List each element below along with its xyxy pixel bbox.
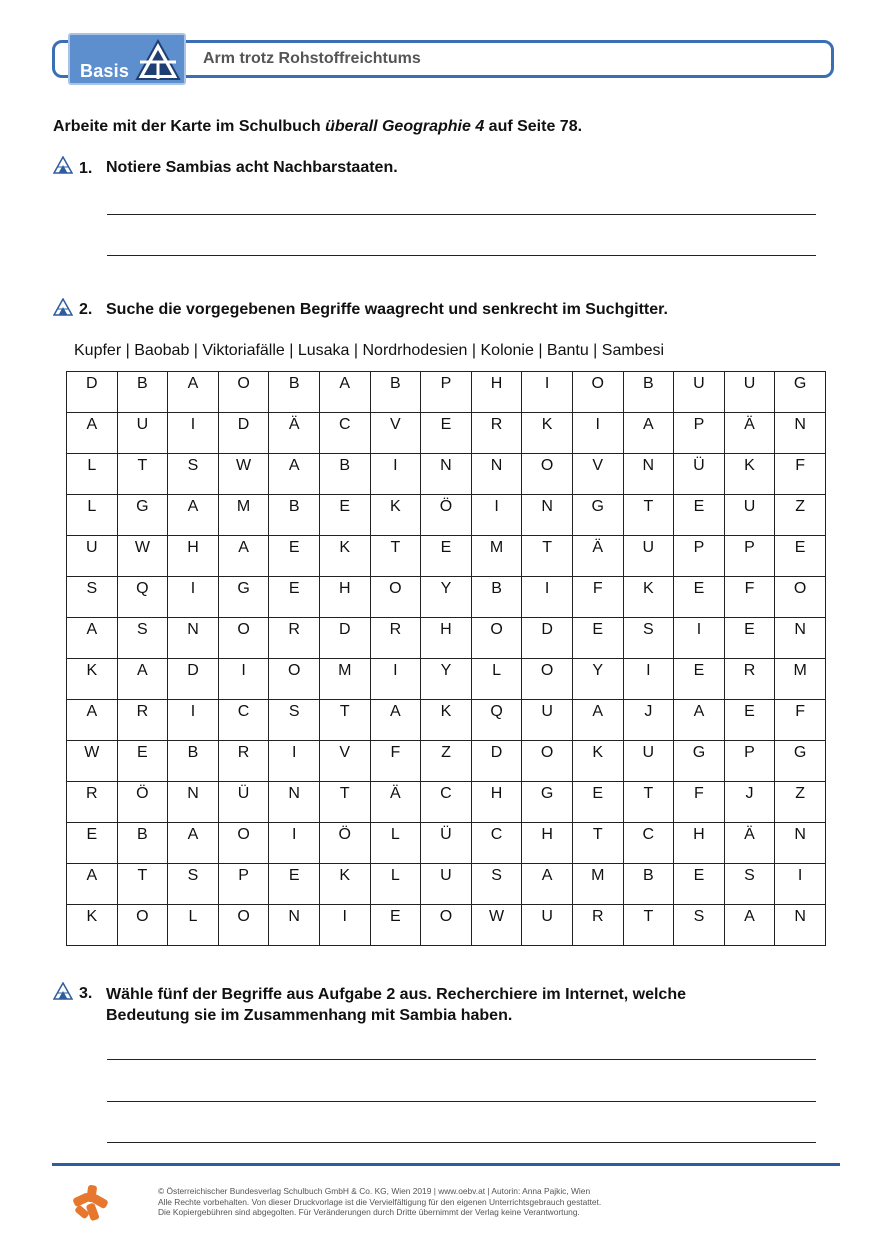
grid-row	[67, 618, 826, 659]
difficulty-level-icon	[53, 156, 73, 174]
grid-cell: L	[370, 864, 421, 905]
grid-cell: I	[522, 577, 573, 618]
grid-row	[67, 577, 826, 618]
grid-cell: P	[674, 413, 725, 454]
answer-line	[107, 1101, 816, 1102]
grid-cell: O	[421, 905, 472, 946]
grid-cell: L	[168, 905, 219, 946]
grid-cell: Ö	[421, 495, 472, 536]
grid-cell: I	[269, 741, 320, 782]
grid-cell: T	[522, 536, 573, 577]
grid-cell: I	[674, 618, 725, 659]
grid-cell: E	[421, 413, 472, 454]
grid-cell: A	[67, 864, 118, 905]
grid-cell: A	[724, 905, 775, 946]
grid-cell: B	[269, 495, 320, 536]
grid-cell: F	[724, 577, 775, 618]
grid-cell: L	[67, 495, 118, 536]
grid-cell: I	[218, 659, 269, 700]
grid-cell: F	[775, 700, 826, 741]
task-3-text	[106, 984, 686, 1026]
grid-cell: F	[674, 782, 725, 823]
grid-cell: R	[218, 741, 269, 782]
grid-cell: G	[218, 577, 269, 618]
grid-cell: M	[471, 536, 522, 577]
grid-cell: E	[269, 577, 320, 618]
grid-cell: E	[269, 536, 320, 577]
grid-cell: J	[724, 782, 775, 823]
grid-row	[67, 823, 826, 864]
grid-cell: W	[218, 454, 269, 495]
grid-cell: C	[319, 413, 370, 454]
grid-cell: A	[67, 700, 118, 741]
grid-row	[67, 905, 826, 946]
intro-text	[53, 118, 582, 136]
grid-cell: L	[471, 659, 522, 700]
grid-cell: P	[674, 536, 725, 577]
grid-cell: E	[319, 495, 370, 536]
grid-cell: E	[775, 536, 826, 577]
grid-cell: S	[471, 864, 522, 905]
grid-cell: N	[168, 618, 219, 659]
grid-cell: R	[117, 700, 168, 741]
grid-cell: H	[421, 618, 472, 659]
grid-cell: T	[370, 536, 421, 577]
grid-cell: G	[775, 741, 826, 782]
grid-cell: R	[724, 659, 775, 700]
grid-cell: S	[724, 864, 775, 905]
grid-row	[67, 659, 826, 700]
grid-cell: R	[572, 905, 623, 946]
grid-cell: P	[724, 536, 775, 577]
grid-cell: N	[269, 782, 320, 823]
task-2-text: Suche die vorgegebenen Begriffe waagrecht und senkrecht im Suchgitter.	[106, 301, 668, 318]
grid-cell: V	[370, 413, 421, 454]
grid-cell: J	[623, 700, 674, 741]
grid-cell: A	[572, 700, 623, 741]
grid-cell: A	[269, 454, 320, 495]
grid-cell: S	[168, 454, 219, 495]
task-3-number: 3.	[79, 985, 93, 1002]
grid-cell: N	[471, 454, 522, 495]
grid-cell: E	[421, 536, 472, 577]
grid-cell: Y	[421, 659, 472, 700]
task-1-number: 1.	[79, 160, 93, 177]
grid-cell: A	[319, 372, 370, 413]
grid-cell: S	[674, 905, 725, 946]
term-list: Kupfer | Baobab | Viktoriafälle | Lusaka | Nordrhodesien | Kolonie | Bantu | Sambesi	[74, 342, 665, 359]
grid-cell: O	[370, 577, 421, 618]
grid-cell: K	[370, 495, 421, 536]
grid-cell: O	[522, 741, 573, 782]
grid-cell: C	[623, 823, 674, 864]
grid-cell: R	[370, 618, 421, 659]
grid-cell: H	[471, 372, 522, 413]
grid-cell: F	[775, 454, 826, 495]
logo-text: Basis	[80, 61, 130, 81]
grid-cell: A	[168, 372, 219, 413]
grid-cell: I	[572, 413, 623, 454]
grid-cell: E	[269, 864, 320, 905]
grid-cell: U	[117, 413, 168, 454]
grid-cell: G	[572, 495, 623, 536]
grid-cell: A	[117, 659, 168, 700]
grid-cell: B	[623, 372, 674, 413]
grid-cell: S	[168, 864, 219, 905]
grid-cell: D	[218, 413, 269, 454]
grid-cell: B	[117, 372, 168, 413]
intro-book-title: überall Geographie 4	[325, 118, 485, 135]
grid-cell: E	[572, 618, 623, 659]
grid-cell: G	[522, 782, 573, 823]
grid-cell: M	[218, 495, 269, 536]
grid-cell: Z	[775, 495, 826, 536]
grid-cell: M	[775, 659, 826, 700]
grid-cell: U	[724, 495, 775, 536]
grid-cell: Ö	[117, 782, 168, 823]
grid-cell: I	[522, 372, 573, 413]
grid-cell: A	[168, 823, 219, 864]
grid-cell: E	[674, 864, 725, 905]
grid-cell: I	[370, 659, 421, 700]
grid-cell: H	[319, 577, 370, 618]
grid-cell: I	[623, 659, 674, 700]
grid-cell: N	[775, 823, 826, 864]
grid-cell: Y	[421, 577, 472, 618]
grid-cell: P	[724, 741, 775, 782]
page-title: Arm trotz Rohstoffreichtums	[203, 50, 421, 67]
grid-cell: Ä	[269, 413, 320, 454]
grid-cell: M	[572, 864, 623, 905]
grid-cell: U	[674, 372, 725, 413]
grid-cell: T	[623, 495, 674, 536]
grid-cell: T	[117, 864, 168, 905]
grid-cell: B	[623, 864, 674, 905]
grid-cell: Z	[775, 782, 826, 823]
task-3-line-1: Wähle fünf der Begriffe aus Aufgabe 2 aus. Recherchiere im Internet, welche	[106, 986, 686, 1003]
grid-cell: U	[67, 536, 118, 577]
grid-cell: C	[218, 700, 269, 741]
grid-cell: E	[674, 659, 725, 700]
intro-suffix: auf Seite 78.	[484, 118, 583, 135]
grid-cell: T	[572, 823, 623, 864]
grid-cell: O	[522, 454, 573, 495]
grid-cell: I	[775, 864, 826, 905]
difficulty-level-icon	[53, 298, 73, 316]
grid-cell: N	[775, 413, 826, 454]
grid-cell: L	[67, 454, 118, 495]
grid-cell: K	[724, 454, 775, 495]
grid-cell: P	[218, 864, 269, 905]
grid-cell: A	[168, 495, 219, 536]
grid-cell: C	[471, 823, 522, 864]
grid-cell: D	[67, 372, 118, 413]
grid-cell: B	[168, 741, 219, 782]
grid-cell: U	[421, 864, 472, 905]
grid-cell: S	[623, 618, 674, 659]
grid-cell: E	[724, 618, 775, 659]
grid-cell: D	[168, 659, 219, 700]
grid-cell: I	[269, 823, 320, 864]
grid-cell: A	[218, 536, 269, 577]
grid-cell: S	[117, 618, 168, 659]
answer-line	[107, 1059, 816, 1060]
grid-row	[67, 864, 826, 905]
grid-cell: A	[67, 413, 118, 454]
grid-cell: G	[117, 495, 168, 536]
grid-cell: E	[674, 577, 725, 618]
grid-cell: A	[522, 864, 573, 905]
grid-cell: T	[319, 700, 370, 741]
intro-prefix: Arbeite mit der Karte im Schulbuch	[53, 118, 326, 135]
grid-row	[67, 536, 826, 577]
grid-cell: I	[168, 700, 219, 741]
grid-cell: K	[522, 413, 573, 454]
grid-cell: K	[319, 536, 370, 577]
grid-cell: R	[471, 413, 522, 454]
grid-row	[67, 372, 826, 413]
grid-cell: G	[674, 741, 725, 782]
grid-cell: M	[319, 659, 370, 700]
grid-cell: K	[67, 659, 118, 700]
grid-cell: Q	[117, 577, 168, 618]
grid-cell: S	[67, 577, 118, 618]
grid-cell: O	[218, 823, 269, 864]
grid-cell: Ö	[319, 823, 370, 864]
grid-cell: K	[319, 864, 370, 905]
grid-cell: D	[319, 618, 370, 659]
grid-cell: B	[269, 372, 320, 413]
grid-cell: Ä	[572, 536, 623, 577]
answer-line	[107, 214, 816, 215]
grid-cell: R	[269, 618, 320, 659]
grid-cell: O	[269, 659, 320, 700]
grid-cell: O	[218, 372, 269, 413]
grid-cell: O	[471, 618, 522, 659]
difficulty-level-icon	[53, 982, 73, 1000]
grid-cell: Ä	[724, 413, 775, 454]
grid-cell: E	[674, 495, 725, 536]
grid-cell: U	[724, 372, 775, 413]
grid-cell: E	[370, 905, 421, 946]
grid-cell: W	[471, 905, 522, 946]
grid-cell: H	[674, 823, 725, 864]
grid-cell: Ä	[370, 782, 421, 823]
grid-cell: A	[370, 700, 421, 741]
grid-row	[67, 782, 826, 823]
grid-cell: N	[522, 495, 573, 536]
grid-cell: C	[421, 782, 472, 823]
grid-cell: N	[775, 618, 826, 659]
grid-cell: F	[370, 741, 421, 782]
answer-line	[107, 255, 816, 256]
grid-row	[67, 700, 826, 741]
grid-cell: A	[67, 618, 118, 659]
answer-line	[107, 1142, 816, 1143]
grid-cell: B	[117, 823, 168, 864]
grid-cell: Ü	[421, 823, 472, 864]
grid-cell: D	[522, 618, 573, 659]
grid-cell: F	[572, 577, 623, 618]
task-3-line-2: Bedeutung sie im Zusammenhang mit Sambia haben.	[106, 1007, 513, 1024]
grid-cell: G	[775, 372, 826, 413]
grid-cell: E	[67, 823, 118, 864]
grid-cell: V	[319, 741, 370, 782]
grid-cell: O	[775, 577, 826, 618]
grid-cell: S	[269, 700, 320, 741]
grid-row	[67, 413, 826, 454]
grid-row	[67, 495, 826, 536]
grid-cell: I	[370, 454, 421, 495]
grid-cell: N	[168, 782, 219, 823]
grid-cell: Ü	[218, 782, 269, 823]
grid-cell: U	[522, 700, 573, 741]
grid-cell: P	[421, 372, 472, 413]
grid-cell: N	[623, 454, 674, 495]
grid-cell: Z	[421, 741, 472, 782]
grid-cell: A	[623, 413, 674, 454]
grid-cell: A	[674, 700, 725, 741]
grid-cell: V	[572, 454, 623, 495]
grid-cell: B	[370, 372, 421, 413]
basis-triangle-icon	[134, 38, 182, 82]
grid-cell: U	[623, 536, 674, 577]
grid-cell: O	[522, 659, 573, 700]
grid-cell: T	[117, 454, 168, 495]
grid-cell: D	[471, 741, 522, 782]
grid-cell: I	[168, 577, 219, 618]
footer-line-2: Alle Rechte vorbehalten. Von dieser Druckvorlage ist die Vervielfältigung für den eigenen Unterrichtsgebrauch gestattet.	[158, 1196, 602, 1207]
grid-cell: T	[623, 782, 674, 823]
grid-cell: T	[319, 782, 370, 823]
grid-cell: H	[471, 782, 522, 823]
grid-cell: K	[421, 700, 472, 741]
grid-cell: H	[522, 823, 573, 864]
grid-cell: K	[67, 905, 118, 946]
grid-cell: B	[471, 577, 522, 618]
copyright-notice	[158, 1186, 601, 1218]
grid-cell: R	[67, 782, 118, 823]
grid-cell: L	[370, 823, 421, 864]
grid-row	[67, 454, 826, 495]
grid-cell: Ä	[724, 823, 775, 864]
grid-row	[67, 741, 826, 782]
publisher-logo-icon	[72, 1184, 110, 1224]
footer-line-1: © Österreichischer Bundesverlag Schulbuch GmbH & Co. KG, Wien 2019 | www.oebv.at | Autorin: Anna Pajkic, Wien	[158, 1186, 591, 1196]
grid-cell: N	[269, 905, 320, 946]
word-search-grid	[66, 371, 826, 946]
grid-cell: T	[623, 905, 674, 946]
grid-cell: I	[471, 495, 522, 536]
grid-cell: K	[623, 577, 674, 618]
grid-cell: U	[522, 905, 573, 946]
grid-cell: I	[168, 413, 219, 454]
grid-cell: O	[572, 372, 623, 413]
grid-cell: E	[117, 741, 168, 782]
basis-logo	[68, 33, 186, 85]
task-2-number: 2.	[79, 301, 93, 318]
grid-cell: O	[218, 618, 269, 659]
grid-cell: W	[117, 536, 168, 577]
footer-line-3: Die Kopiergebühren sind abgegolten. Für Veränderungen durch Dritte übernimmt der Verlag keine Verantwortung.	[158, 1207, 580, 1217]
footer-rule	[52, 1163, 840, 1166]
grid-cell: U	[623, 741, 674, 782]
grid-cell: E	[724, 700, 775, 741]
grid-cell: N	[775, 905, 826, 946]
grid-cell: B	[319, 454, 370, 495]
grid-cell: Q	[471, 700, 522, 741]
grid-cell: Y	[572, 659, 623, 700]
grid-cell: W	[67, 741, 118, 782]
grid-cell: O	[218, 905, 269, 946]
grid-cell: H	[168, 536, 219, 577]
grid-cell: O	[117, 905, 168, 946]
grid-cell: Ü	[674, 454, 725, 495]
task-1-text: Notiere Sambias acht Nachbarstaaten.	[106, 159, 398, 176]
grid-cell: N	[421, 454, 472, 495]
grid-cell: I	[319, 905, 370, 946]
grid-cell: E	[572, 782, 623, 823]
grid-cell: K	[572, 741, 623, 782]
